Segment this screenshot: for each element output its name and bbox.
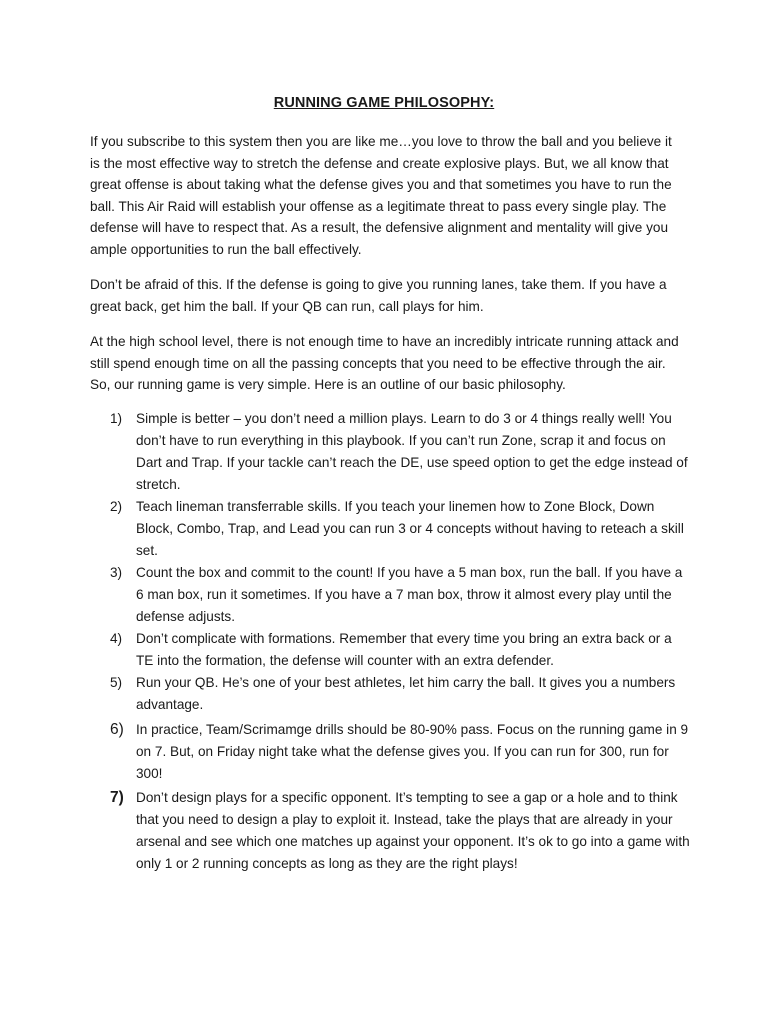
list-item [90, 496, 690, 562]
list-item [90, 672, 690, 716]
list-item [90, 562, 690, 628]
intro-paragraph: If you subscribe to this system then you are like me…you love to throw the ball and you believe it is the most effective way to stretch the defense and create explosive plays. But, we all know that great offense is about taking what the defense gives you and that sometimes you have to run the ball. This Air Raid will establish your offense as a legitimate threat to pass every single play. The defense will have to respect that. As a result, the defensive alignment and mentality will give you ample opportunities to run the ball effectively. [90, 134, 672, 257]
list-item-text: Teach lineman transferrable skills. If you teach your linemen how to Zone Block, Down Block, Combo, Trap, and Lead you can run 3 or 4 concepts without having to reteach a skill set. [136, 499, 684, 558]
list-item-number: 7) [110, 789, 124, 806]
philosophy-list [90, 408, 690, 875]
list-item [90, 787, 690, 875]
high-school-paragraph: At the high school level, there is not enough time to have an incredibly intricate running attack and still spend enough time on all the passing concepts that you need to be effective through the air. So, our running game is very simple. Here is an outline of our basic philosophy. [90, 334, 679, 393]
list-item-number: 3) [110, 565, 123, 580]
list-item-number: 4) [110, 631, 123, 646]
list-item-number: 1) [110, 411, 123, 426]
list-item [90, 628, 690, 672]
list-item-text: Count the box and commit to the count! If you have a 5 man box, run the ball. If you have a 6 man box, run it sometimes. If you have a 7 man box, throw it almost every play until the defense adjusts. [136, 565, 683, 624]
list-item-text: In practice, Team/Scrimamge drills should be 80-90% pass. Focus on the running game in 9 on 7. But, on Friday night take what the defense gives you. If you can run for 300, run for 300! [136, 722, 689, 781]
list-item [90, 719, 690, 785]
list-item-text: Simple is better – you don’t need a million plays. Learn to do 3 or 4 things really well! You don’t have to run everything in this playbook. If you can’t run Zone, scrap it and focus on Dart and Trap. If your tackle can’t reach the DE, use speed option to get the edge instead of stretch. [136, 411, 688, 492]
list-item-text: Run your QB. He’s one of your best athletes, let him carry the ball. It gives you a numbers advantage. [136, 675, 676, 712]
list-item-number: 2) [110, 499, 123, 514]
list-item [90, 408, 690, 496]
list-item-number: 5) [110, 675, 123, 690]
list-item-text: Don’t design plays for a specific opponent. It’s tempting to see a gap or a hole and to think that you need to design a play to exploit it. Instead, take the plays that are already in your arsenal and see which one matches up against your opponent. It’s ok to go into a game with only 1 or 2 running concepts as long as they are the right plays! [136, 790, 690, 871]
dont-be-afraid-paragraph: Don’t be afraid of this. If the defense is going to give you running lanes, take them. If you have a great back, get him the ball. If your QB can run, call plays for him. [90, 277, 667, 314]
page-title: RUNNING GAME PHILOSOPHY: [273, 95, 495, 111]
list-item-number: 6) [110, 721, 124, 738]
list-item-text: Don’t complicate with formations. Remember that every time you bring an extra back or a TE into the formation, the defense will counter with an extra defender. [136, 631, 672, 668]
